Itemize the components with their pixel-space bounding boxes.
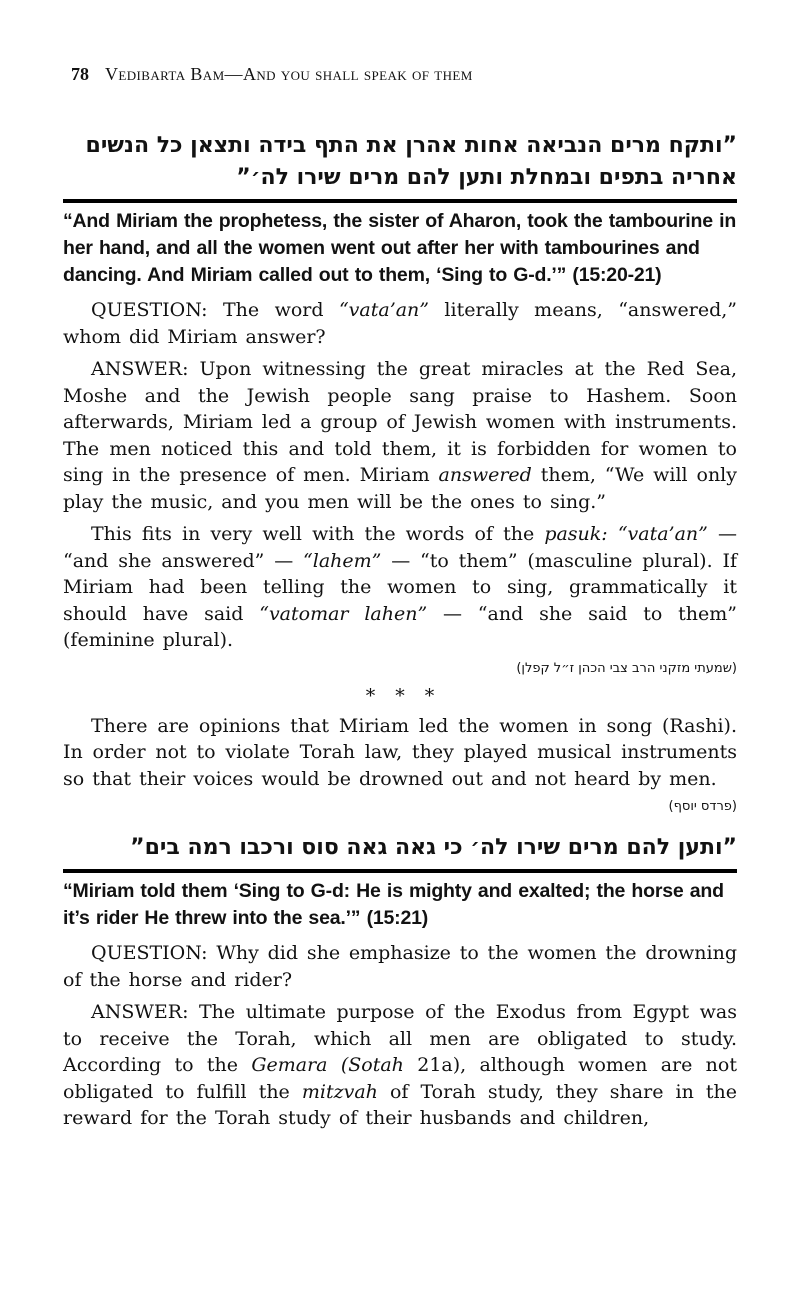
divider-rule [63,199,737,203]
verse-translation-2: “Miriam told them ‘Sing to G-d: He is mighty and exalted; the horse and it’s rider He threw into the sea.’” (15:21) [63,880,724,929]
question-paragraph-2: QUESTION: Why did she emphasize to the women the drowning of the horse and rider? [63,942,737,991]
section-miriam-tambourine [63,130,737,816]
asterisk-separator: * * * [365,684,435,707]
hebrew-verse-heading [63,130,737,194]
hebrew-verse-line: ”ותען להם מרים שירו לה׳ כי גאה גאה סוס ורכבו רמה בים” [130,835,737,860]
hebrew-verse-line-2: אחריה בתפים ובמחלת ותען להם מרים שירו לה׳” [236,165,737,190]
hebrew-verse-line-1: ”ותקח מרים הנביאה אחות אהרן את התף בידה ותצאן כל הנשים [85,133,737,158]
divider-rule [63,869,737,873]
question-paragraph: QUESTION: The word “vata’an” literally means, “answered,” whom did Miriam answer? [63,299,737,348]
source-attribution-hebrew: (שמעתי מזקני הרב צבי הכהן ז״ל קפלן) [516,660,737,676]
running-title: Vedibarta Bam—And you shall speak of them [105,64,473,84]
hebrew-verse-heading-2 [63,832,737,864]
opinion-paragraph: There are opinions that Miriam led the women in song (Rashi). In order not to violate Torah law, they played musical instruments so that their voices would be drowned out and not heard by men. [63,714,737,790]
answer-paragraph-2: ANSWER: The ultimate purpose of the Exodus from Egypt was to receive the Torah, which all men are obligated to study. According to the Gemara (Sotah 21a), although women are not obligated to fulfill the mitzvah of Torah study, they share in the reward for the Torah study of their husbands and children, [63,1001,737,1129]
verse-translation: “And Miriam the prophetess, the sister of Aharon, took the tambourine in her hand, and all the women went out after her with tambourines and dancing. And Miriam called out to them, ‘Sing to G-d.’” (15:20-21) [63,210,737,286]
section-miriam-song [63,832,737,1132]
page-number: 78 [71,64,89,84]
page-header [71,64,737,84]
comment-paragraph: This fits in very well with the words of the pasuk: “vata’an” — “and she answered” — “lahem” — “to them” (masculine plural). If Miriam had been telling the women to sing, grammatically it should have said “vatomar lahen” — “and she said to them” (feminine plural). [63,523,738,651]
answer-paragraph: ANSWER: Upon witnessing the great miracles at the Red Sea, Moshe and the Jewish people sang praise to Hashem. Soon afterwards, Miriam led a group of Jewish women with instruments. The men noticed this and told them, it is forbidden for women to sing in the presence of men. Miriam answered them, “We will only play the music, and you men will be the ones to sing.” [63,358,737,513]
source-attribution-hebrew-2: (פרדס יוסף) [668,799,737,814]
